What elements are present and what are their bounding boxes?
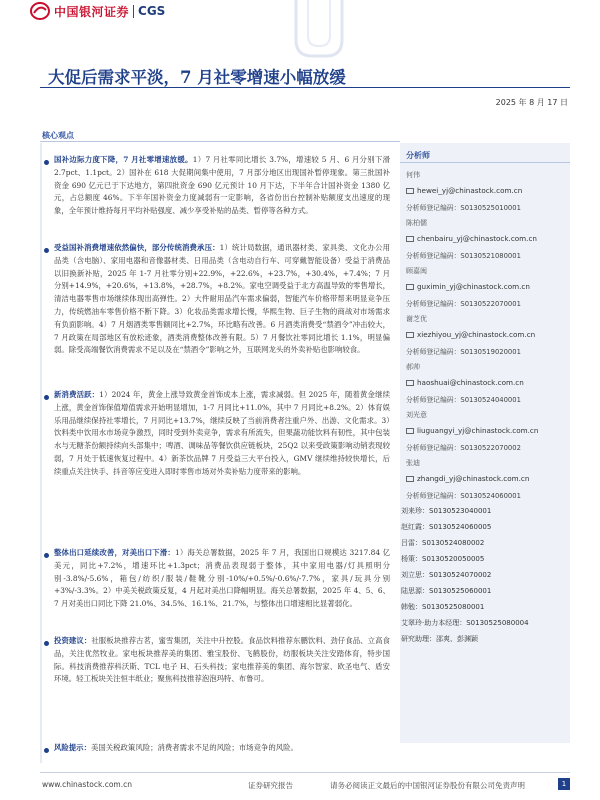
sidebar-divider bbox=[400, 162, 570, 163]
analyst-email[interactable]: liuguangyi_yj@chinastock.com.cn bbox=[406, 426, 538, 435]
bullet-icon bbox=[44, 748, 49, 753]
registration-line: 吕雷：S0130524080002 bbox=[401, 539, 485, 547]
analyst-email[interactable]: haoshuai@chinastock.com.cn bbox=[406, 378, 524, 387]
brand-name-en: CGS bbox=[138, 4, 166, 18]
analyst-name: 谢芝优 bbox=[406, 315, 427, 323]
registration-line: 研究助理：邵爽、彭渊颖 bbox=[401, 635, 478, 643]
paragraph-lead: 新消费活跃： bbox=[54, 390, 100, 399]
registration-line: 赵红霞：S0130524060005 bbox=[401, 523, 492, 531]
content-side-rule bbox=[40, 143, 42, 763]
analyst-name: 刘光意 bbox=[406, 411, 427, 419]
paragraph-lead: 整体出口延续改善，对美出口下滑： bbox=[54, 548, 175, 557]
paragraph bbox=[54, 389, 390, 479]
analyst-cert: 分析师登记编码：S0130524060001 bbox=[406, 492, 521, 500]
paragraph-text: 社服板块推荐古茗，蜜雪集团，关注中升控股。食品饮料推荐东鹏饮料、劲仔食品、立高食品，关注优然牧业。家电板块推荐美的集团、雅宝股份、飞鹤股份，纺服板块关注安踏体育，特步国际。科技消费推荐科沃斯、TCL 电子 H、石头科技；家电推荐美的集团、海尔智家、欧圣电气、盾安环境。轻工板块关注恒丰纸业；聚焦科技推荐泡泡玛特、布鲁可。 bbox=[54, 636, 390, 684]
email-icon bbox=[406, 284, 414, 290]
email-icon bbox=[406, 380, 414, 386]
analyst-email[interactable]: hewei_yj@chinastock.com.cn bbox=[406, 186, 522, 195]
paragraph-lead: 国补边际力度下降，7 月社零增速放缓。 bbox=[54, 155, 193, 164]
paragraph bbox=[54, 635, 390, 686]
footer-disclaimer: 请务必阅读正文最后的中国银河证券股份有限公司免责声明 bbox=[330, 781, 525, 790]
registration-line: 陆思源：S0130525060001 bbox=[401, 587, 492, 595]
page-number: 1 bbox=[558, 778, 570, 790]
paragraph-text: 1）2024 年，黄金上涨导致黄金首饰成本上涨，需求减弱。但 2025 年，随着黄金继续上涨，黄金首饰保值增值需求开始明显增加，1-7 月同比+11.0%，其中 7 月同比+8.2%。2）体育娱乐用品继续保持社零增长，7 月同比+13.7%，继续反映了当前消费者注重户外、出游、文化需求。3）饮料类中饮用水市场竞争激烈，同时受到外卖竞争，需求有所流失，但果蔬功能饮料有韧性，其中包装水与无糖茶份额持续向头部集中；啤酒、调味品等餐饮供应链板块，25Q2 以来受政策影响动销表现较弱，7 月处于低速恢复过程中。4）新茶饮品牌 7 月受益三大平台投入，GMV 继续维持较快增长，后续重点关注快手、抖音等应变进入即时零售市场对外卖补贴力度带来的影响。 bbox=[54, 390, 390, 476]
logo-icon bbox=[30, 2, 50, 20]
analyst-cert: 分析师登记编码：S0130522070001 bbox=[406, 300, 521, 308]
analyst-email[interactable]: xiezhiyou_yj@chinastock.com.cn bbox=[406, 330, 535, 339]
registration-line: 艾翠玲·助力本经理：S0130525080004 bbox=[401, 619, 529, 627]
email-icon bbox=[406, 236, 414, 242]
footer-divider bbox=[40, 772, 570, 773]
bullet-icon bbox=[44, 248, 49, 253]
paragraph bbox=[54, 242, 390, 357]
paragraph-lead: 受益国补消费增速依然偏快，部分传统消费承压： bbox=[54, 243, 220, 252]
report-date: 2025 年 8 月 17 日 bbox=[495, 98, 568, 107]
brand-divider bbox=[133, 5, 134, 18]
registration-line: 杨策：S0130520050005 bbox=[401, 555, 485, 563]
registration-line: 刘来珍：S0130523040001 bbox=[401, 507, 492, 515]
analyst-email[interactable]: guximin_yj@chinastock.com.cn bbox=[406, 282, 530, 291]
sidebar-heading: 分析师 bbox=[406, 151, 430, 160]
section-divider bbox=[40, 141, 400, 142]
analyst-email[interactable]: zhangdi_yj@chinastock.com.cn bbox=[406, 474, 529, 483]
footer-website-link[interactable]: www.chinastock.com.cn bbox=[42, 780, 132, 789]
page-title: 大促后需求平淡，7 月社零增速小幅放缓 bbox=[48, 68, 346, 87]
paragraph-text: 1）统计局数据，通讯器材类、家具类、文化办公用品类（含电脑）、家用电器和音像器材类、日用品类（含电动自行车、可穿戴智能设备）受益于消费品以旧换新补贴，2025 年 1-7 月社零分别+22.9%，+22.6%，+23.7%，+30.4%，+7.4%；7 月分别+14.9%，+20.6%，+13.8%，+28.7%，+8.2%。家电空调受益于北方高温导致的零售增长，清洁电器零售市场继续体现出高弹性。2）大件耐用品汽车需求偏弱，智能汽车价格带帮来明显竞争压力，传统燃油车零售价格不断下降。3）化妆品类需求增长慢，华熙生物、巨子生物的商战对市场需求有负面影响。4）7 月烟酒类零售额同比+2.7%，环比略有改善。6 月酒类消费受“禁酒令”冲击较大，7 月政策在局部地区有放松迹象，酒类消费整体改善有限。5）7 月餐饮社零同比增长 1.1%，明显偏弱。除受高端餐饮消费需求不足以及在“禁酒令”影响之外，互联网龙头的外卖补贴也影响较食。 bbox=[54, 243, 390, 355]
paragraph-text: 美国关税政策风险；消费者需求不足的风险；市场竞争的风险。 bbox=[90, 743, 298, 752]
paragraph-text: 1）海关总署数据，2025 年 7 月，我国出口规模达 3217.84 亿美元，同比+7.2%，增速环比+1.3pct；消费品表现弱于整体，其中家用电器/灯具照明分别-3.8%/-5.6%，箱包/纺织/服装/鞋靴分别-10%/+0.5%/-0.6%/-7.7%，家具/玩具分别+3%/-3.3%。2）中美关税政策反复，4 月起对美出口降幅明显。海关总署数据，2025 年 4、5、6、7 月对美出口同比下降 21.0%、34.5%、16.1%、21.7%，与整体出口增速相比显著弱化。 bbox=[54, 548, 390, 609]
analyst-name: 郝帅 bbox=[406, 363, 420, 371]
paragraph-lead: 投资建议： bbox=[54, 636, 92, 645]
analyst-cert: 分析师登记编码：S0130519020001 bbox=[406, 348, 521, 356]
bullet-icon bbox=[44, 160, 49, 165]
analyst-cert: 分析师登记编码：S0130521080001 bbox=[406, 252, 521, 260]
analyst-cert: 分析师登记编码：S0130524040001 bbox=[406, 396, 521, 404]
analyst-name: 何伟 bbox=[406, 171, 420, 179]
analyst-name: 张迪 bbox=[406, 459, 420, 467]
watermark-icon bbox=[290, 0, 348, 60]
analyst-name: 陈柏儒 bbox=[406, 219, 427, 227]
registration-line: 韩勉：S0130525080001 bbox=[401, 603, 485, 611]
paragraph bbox=[54, 547, 390, 611]
analyst-cert: 分析师登记编码：S0130522070002 bbox=[406, 444, 521, 452]
footer-category: 证券研究报告 bbox=[248, 781, 293, 790]
section-title: 核心观点 bbox=[42, 131, 74, 140]
bullet-icon bbox=[44, 553, 49, 558]
bullet-icon bbox=[44, 641, 49, 646]
brand-logo bbox=[30, 2, 165, 20]
title-divider bbox=[40, 87, 570, 88]
email-icon bbox=[406, 188, 414, 194]
paragraph bbox=[54, 154, 390, 218]
analyst-email[interactable]: chenbairu_yj@chinastock.com.cn bbox=[406, 234, 537, 243]
registration-line: 刘立思：S0130524070002 bbox=[401, 571, 492, 579]
analyst-name: 顾嘉闽 bbox=[406, 267, 427, 275]
brand-name-cn: 中国银河证券 bbox=[54, 4, 130, 19]
email-icon bbox=[406, 476, 414, 482]
analyst-cert: 分析师登记编码：S0130525010001 bbox=[406, 204, 521, 212]
paragraph-lead: 风险提示： bbox=[54, 743, 91, 752]
email-icon bbox=[406, 332, 414, 338]
bullet-icon bbox=[44, 395, 49, 400]
paragraph-text: 1）7 月社零同比增长 3.7%，增速较 5 月、6 月分别下滑 2.7pct、1.1pct。2）国补在 618 大促期间集中使用，7 月部分地区出现国补暂停现象。第三批国补资金 690 亿元已于下达地方，第四批资金 690 亿元预计 10 月下达，下半年合计国补资金 1380 亿元，占总额度 46%。下半年国补资金力度减弱有一定影响，各省份出台控制补贴额度支出速度的现象，全年预计维持每月平均补贴强度、减少享受补贴的品类、暂停等各种方式。 bbox=[54, 155, 390, 216]
email-icon bbox=[406, 428, 414, 434]
paragraph bbox=[54, 742, 390, 755]
